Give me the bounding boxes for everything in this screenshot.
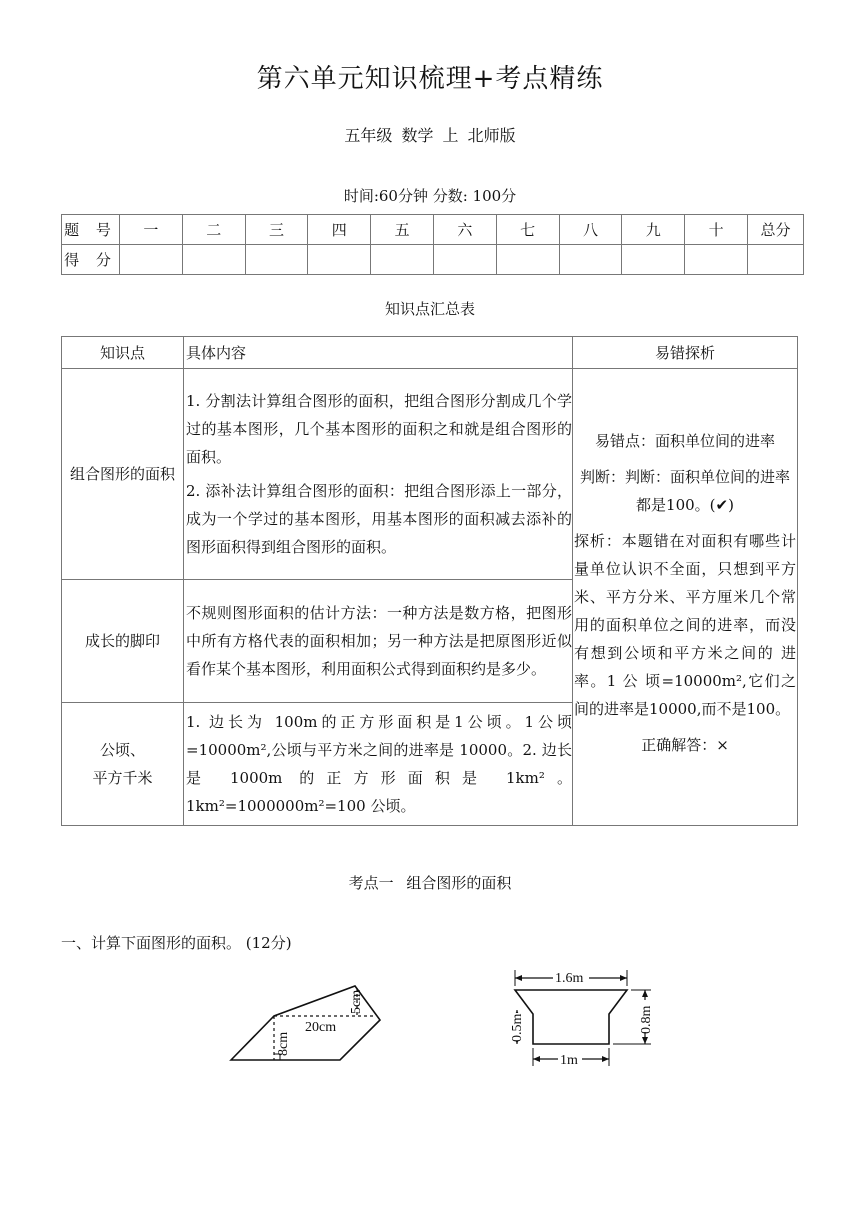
arrow-left [515, 975, 522, 981]
content-paragraph: 不规则图形面积的估计方法：一种方法是数方格，把图形中所有方格代表的面积相加；另一种方法是把原图形近似看作某个基本图形，利用面积公式得到面积约是多少。 [186, 604, 572, 678]
score-cell[interactable] [245, 245, 308, 275]
section-title: 考点一 组合图形的面积 [348, 874, 512, 892]
header-topic: 知识点 [62, 337, 184, 369]
content-paragraph: 1. 分割法计算组合图形的面积，把组合图形分割成几个学过的基本图形，几个基本图形的面积之和就是组合图形的面积。 [186, 392, 572, 466]
column-header: 六 [433, 215, 496, 245]
column-header: 七 [496, 215, 559, 245]
label-1-6m: 1.6m [555, 971, 584, 986]
arrow-down [642, 1037, 648, 1044]
column-header-total: 总分 [748, 215, 804, 245]
row-header-score: 得 分 [62, 245, 120, 275]
column-header: 四 [308, 215, 371, 245]
column-header: 二 [182, 215, 245, 245]
label-0-5m: 0.5m [510, 1013, 525, 1042]
content-paragraph: 2. 添补法计算组合图形的面积：把组合图形添上一部分，成为一个学过的基本图形，用基本图形的面积减去添补的图形面积得到组合图形的面积。 [186, 482, 572, 556]
header-error-analysis: 易错探析 [573, 337, 798, 369]
label-1m: 1m [560, 1053, 578, 1068]
label-0-8m: 0.8m [639, 1005, 654, 1034]
score-table [61, 214, 804, 275]
content-cell [184, 703, 573, 826]
error-analysis-text: 探析：本题错在对面积有哪些计量单位认识不全面，只想到平方米、平方分米、平方厘米几个常用的面积单位之间的进率，而没有想到公顷和平方米之间的 进率。1 公 顷=10000m²,它们之间的进率是10000,而不是100。 [574, 532, 796, 718]
knowledge-summary-table [61, 336, 798, 826]
score-cell[interactable] [120, 245, 183, 275]
summary-caption: 知识点汇总表 [384, 300, 475, 318]
topic-line: 公顷、 [99, 741, 145, 759]
arrow-left [533, 1056, 540, 1062]
score-cell[interactable] [496, 245, 559, 275]
row-header-question-no: 题 号 [62, 215, 120, 245]
column-header: 五 [371, 215, 434, 245]
label-8cm: 8cm [276, 1031, 291, 1056]
correct-answer: 正确解答：× [641, 736, 729, 754]
figure-trapezoid-rectangle [495, 962, 665, 1074]
error-point: 易错点：面积单位间的进率 [594, 432, 775, 450]
topic-line: 平方千米 [92, 769, 153, 787]
arrow-right [602, 1056, 609, 1062]
topic-cell: 组合图形的面积 [62, 369, 184, 580]
content-cell [184, 580, 573, 703]
column-header: 一 [120, 215, 183, 245]
score-cell[interactable] [371, 245, 434, 275]
column-header: 九 [622, 215, 685, 245]
label-20cm: 20cm [305, 1020, 337, 1035]
score-cell[interactable] [559, 245, 622, 275]
content-paragraph: 1. 边长为 100m的正方形面积是1公顷。1公顷=10000m²,公顷与平方米之间的进率是 10000。2. 边长是 1000m 的正方形面积是 1km²。1km²=1000000m²=100 公顷。 [186, 713, 572, 815]
error-analysis-cell [573, 369, 798, 826]
error-judgement: 判断：判断：面积单位间的进率都是100。(✔) [579, 468, 790, 514]
score-header-row [62, 215, 804, 245]
question-text: 一、计算下面图形的面积。 (12分) [61, 934, 292, 952]
score-value-row [62, 245, 804, 275]
label-5cm: 5cm [349, 989, 364, 1014]
arrow-right [620, 975, 627, 981]
score-cell[interactable] [182, 245, 245, 275]
score-cell[interactable] [308, 245, 371, 275]
knowledge-row [62, 369, 798, 580]
page-subtitle: 五年级 数学 上 北师版 [344, 126, 516, 145]
arrow-up [642, 990, 648, 997]
topic-cell: 成长的脚印 [62, 580, 184, 703]
score-cell[interactable] [433, 245, 496, 275]
column-header: 十 [685, 215, 748, 245]
topic-cell [62, 703, 184, 826]
content-cell [184, 369, 573, 580]
score-cell[interactable] [622, 245, 685, 275]
knowledge-header-row [62, 337, 798, 369]
time-score-line: 时间:60分钟 分数: 100分 [343, 187, 517, 205]
header-content: 具体内容 [184, 337, 573, 369]
page-title: 第六单元知识梳理+考点精练 [256, 64, 604, 94]
column-header: 八 [559, 215, 622, 245]
figure-composite-parallelogram [225, 978, 390, 1063]
score-cell-total[interactable] [748, 245, 804, 275]
column-header: 三 [245, 215, 308, 245]
figure2-outline [515, 990, 627, 1044]
score-cell[interactable] [685, 245, 748, 275]
